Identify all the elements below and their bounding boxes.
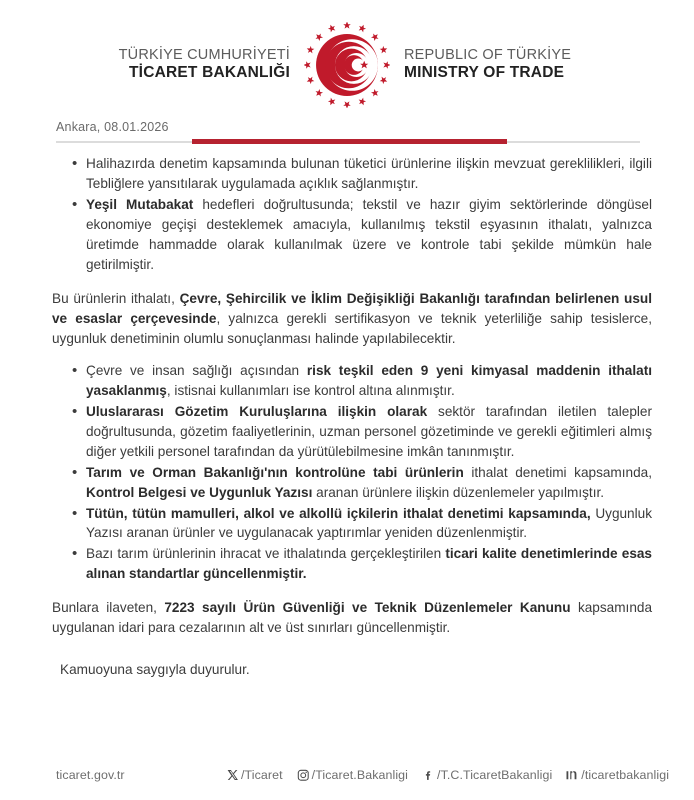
social-label-instagram: /Ticaret.Bakanligi — [311, 768, 409, 782]
emphasis-text: Tarım ve Orman Bakanlığı'nın kontrolüne tabi ürünlerin — [86, 464, 472, 480]
body-text: , yalnızca gerekli sertifikasyon ve teknik yeterliliğe sahip tesislerce, uygunluk denetiminin olumlu sonuçlanması halinde yapılabilecektir. — [52, 310, 653, 346]
document-header — [0, 0, 694, 108]
facebook-icon — [422, 769, 435, 782]
instagram-icon — [297, 769, 310, 782]
body-text: sektör tarafından iletilen talepler doğrultusunda, gözetim faaliyetlerinin, uzman personel gözetiminde ve gerekli eğitimleri almış diğer yetkili personel tarafından da yürütülebilmesine imkân tanınmıştır. — [86, 403, 652, 459]
paragraph-administrative-fines — [52, 598, 652, 638]
body-text: Halihazırda denetim kapsamında bulunan tüketici ürünlerine ilişkin mevzuat gereklilikleri, ilgili Tebliğlere yansıtılarak uygulamada açıklık sağlanmıştır. — [86, 156, 652, 191]
social-link-x[interactable] — [226, 768, 283, 782]
list-item — [72, 154, 652, 194]
body-text: Bazı tarım ürünlerinin ihracat ve ithalatında gerçekleştirilen — [86, 546, 446, 562]
list-item — [72, 195, 652, 275]
emphasis-text: risk teşkil eden 9 yeni kimyasal maddenin ithalatı yasaklanmış — [86, 362, 653, 398]
emphasis-text: Çevre, Şehircilik ve İklim Değişikliği Bakanlığı tarafından belirlenen usul ve esaslar çerçevesinde — [52, 290, 652, 326]
bullet-list-1 — [52, 154, 652, 275]
social-link-linkedin[interactable] — [566, 768, 669, 782]
header-divider — [56, 139, 640, 144]
spacer — [52, 349, 652, 361]
divider-red-segment — [192, 139, 507, 144]
body-text: ithalat denetimi kapsamında, — [471, 464, 652, 480]
list-item — [72, 361, 652, 401]
paragraph-import-conditions — [52, 289, 652, 349]
social-label-facebook: /T.C.TicaretBakanligi — [437, 768, 553, 782]
list-item — [72, 463, 652, 503]
header-title-english — [390, 47, 594, 84]
footer-website[interactable]: ticaret.gov.tr — [56, 768, 125, 782]
header-tr-line1: TÜRKİYE CUMHURİYETİ — [118, 46, 290, 63]
body-text: Uygunluk Yazısı aranan ürünler ve uygulanacak yaptırımlar yeniden düzenlenmiştir. — [86, 505, 652, 541]
header-title-turkish — [100, 47, 304, 84]
social-label-x: /Ticaret — [241, 768, 283, 782]
emphasis-text: Tütün, tütün mamulleri, alkol ve alkollü içkilerin ithalat denetimi kapsamında, — [86, 505, 596, 521]
emphasis-text: ticari kalite denetimlerinde esas alınan standartlar güncellenmiştir. — [86, 546, 652, 582]
turkish-ministry-of-trade-emblem — [304, 22, 390, 108]
body-text: Bu ürünlerin ithalatı, — [52, 290, 180, 306]
closing-statement: Kamuoyuna saygıyla duyurulur. — [60, 662, 250, 678]
header-en-line2: MINISTRY OF TRADE — [404, 64, 565, 82]
x-twitter-icon — [226, 769, 239, 782]
social-label-linkedin: /ticaretbakanligi — [581, 768, 670, 782]
announcement-body — [0, 144, 694, 680]
header-en-line1: REPUBLIC OF TÜRKİYE — [404, 46, 572, 63]
list-item — [72, 544, 652, 584]
list-item — [72, 504, 652, 544]
emphasis-text: Yeşil Mutabakat — [86, 196, 203, 212]
body-text: hedefleri doğrultusunda; tekstil ve hazır giyim sektörlerinde döngüsel ekonomiye geçişi desteklemek amacıyla, kullanılmış tekstil eşyasının ithalatı, yalnızca üretimde hammadde olarak kullanılmak üzere ve kontrole tabi şekilde mümkün hale getirilmiştir. — [86, 196, 652, 272]
body-text: aranan ürünlere ilişkin düzenlemeler yapılmıştır. — [316, 484, 605, 500]
dateline-block — [0, 120, 694, 144]
emphasis-text: 7223 sayılı Ürün Güvenliği ve Teknik Düzenlemeler Kanunu — [164, 600, 578, 616]
list-item — [72, 402, 652, 462]
social-link-instagram[interactable] — [297, 768, 408, 782]
body-text: kapsamında uygulanan idari para cezalarının alt ve üst sınırları güncellenmiştir. — [52, 600, 653, 636]
body-text: Çevre ve insan sağlığı açısından — [86, 362, 307, 378]
bullet-list-2 — [52, 361, 652, 585]
body-text: , istisnai kullanımları ise kontrol altına alınmıştır. — [166, 382, 455, 398]
dateline: Ankara, 08.01.2026 — [56, 120, 169, 134]
emphasis-text: Kontrol Belgesi ve Uygunluk Yazısı — [86, 484, 317, 500]
body-text: Bunlara ilaveten, — [52, 600, 165, 616]
emphasis-text: Uluslararası Gözetim Kuruluşlarına ilişkin olarak — [86, 403, 439, 419]
footer-social-links — [226, 768, 669, 782]
linkedin-icon — [566, 769, 579, 782]
document-footer — [0, 768, 694, 782]
social-link-facebook[interactable] — [422, 768, 552, 782]
header-tr-line2: TİCARET BAKANLIĞI — [129, 64, 290, 82]
